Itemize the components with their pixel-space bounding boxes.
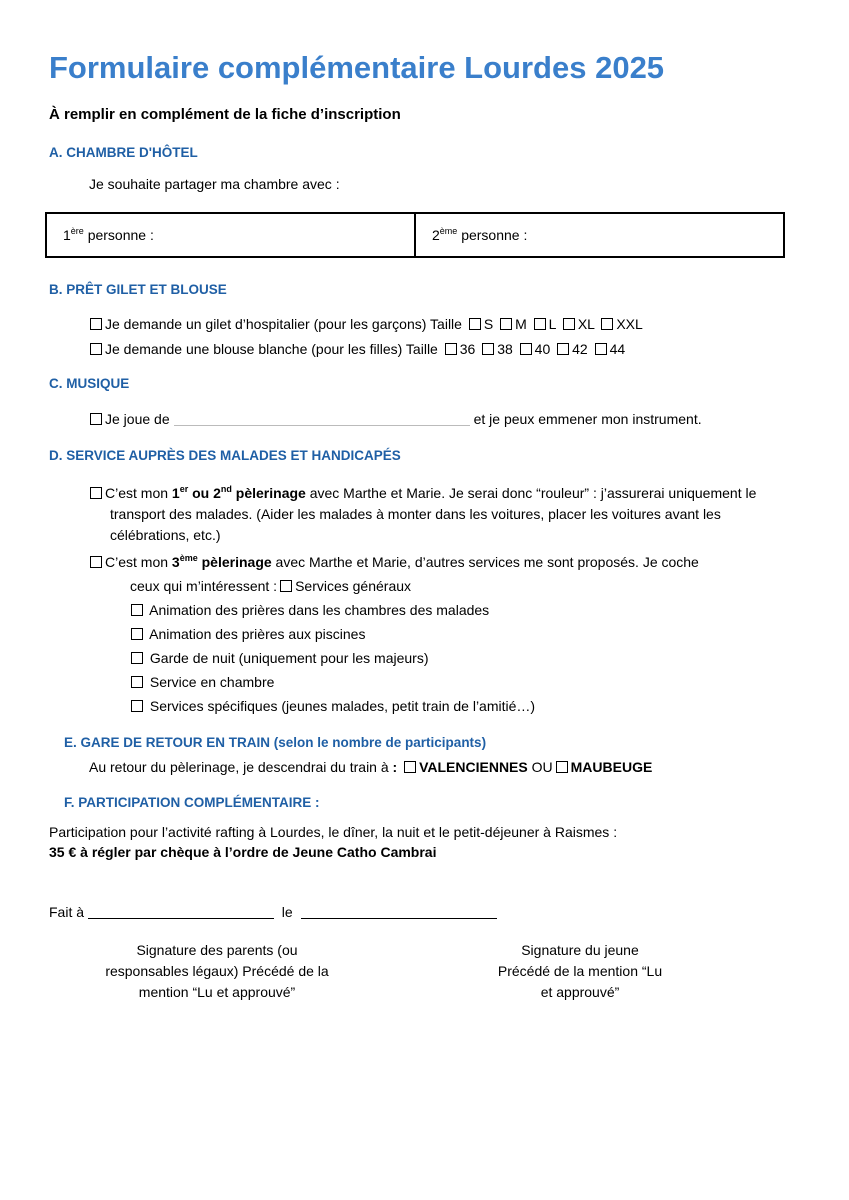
service-sub-label: Services spécifiques (jeunes malades, petit train de l’amitié…) bbox=[149, 698, 536, 714]
service-sub-label: Animation des prières aux piscines bbox=[149, 626, 366, 642]
size-36-label: 36 bbox=[459, 341, 476, 357]
service-sub-option bbox=[131, 601, 489, 619]
train-text: Au retour du pèlerinage, je descendrai du train à bbox=[89, 759, 393, 775]
size-44-checkbox[interactable] bbox=[595, 343, 607, 355]
p2-bold-2: pèlerinage bbox=[197, 554, 272, 570]
person-2-cell[interactable] bbox=[415, 213, 784, 257]
maubeuge-label: MAUBEUGE bbox=[570, 759, 653, 775]
valenciennes-checkbox[interactable] bbox=[404, 761, 416, 773]
section-d-heading: D. SERVICE AUPRÈS DES MALADES ET HANDICAPÉS bbox=[49, 448, 401, 463]
music-suffix: et je peux emmener mon instrument. bbox=[473, 411, 702, 427]
service-sub-checkbox[interactable] bbox=[131, 604, 143, 616]
p1-sup-1: er bbox=[179, 484, 189, 494]
service-sub-label: Service en chambre bbox=[149, 674, 275, 690]
parents-signature-block[interactable] bbox=[96, 940, 338, 1003]
size-44-label: 44 bbox=[609, 341, 626, 357]
size-40-checkbox[interactable] bbox=[520, 343, 532, 355]
valenciennes-label: VALENCIENNES bbox=[419, 759, 528, 775]
train-or: OU bbox=[531, 759, 553, 775]
size-36-checkbox[interactable] bbox=[445, 343, 457, 355]
blouse-label: Je demande une blouse blanche (pour les filles) Taille bbox=[105, 341, 438, 357]
section-e-heading: E. GARE DE RETOUR EN TRAIN (selon le nombre de participants) bbox=[64, 735, 487, 750]
train-colon: : bbox=[392, 759, 398, 775]
room-share-table bbox=[45, 212, 785, 258]
person-1-cell[interactable] bbox=[46, 213, 415, 257]
person-2-number: 2 bbox=[432, 227, 440, 243]
pilgrimage-3-checkbox[interactable] bbox=[90, 556, 102, 568]
size-l-label: L bbox=[548, 316, 556, 332]
person-2-label: personne : bbox=[457, 227, 528, 243]
service-sub-option bbox=[131, 625, 365, 643]
fait-a-label: Fait à bbox=[49, 904, 85, 920]
section-b-heading: B. PRÊT GILET ET BLOUSE bbox=[49, 282, 227, 297]
music-prefix: Je joue de bbox=[105, 411, 170, 427]
person-1-sup: ère bbox=[70, 226, 84, 236]
size-xxl-label: XXL bbox=[616, 316, 643, 332]
service-sub-checkbox[interactable] bbox=[131, 676, 143, 688]
youth-signature-block[interactable] bbox=[485, 940, 675, 1003]
size-s-label: S bbox=[483, 316, 494, 332]
services-generaux-label: Services généraux bbox=[295, 578, 412, 594]
p1-sup-2: nd bbox=[220, 484, 232, 494]
blouse-request-row bbox=[90, 340, 625, 358]
participation-amount: 35 € à régler par chèque à l’ordre de Jeune Catho Cambrai bbox=[49, 844, 437, 860]
subtitle: À remplir en complément de la fiche d’inscription bbox=[49, 106, 401, 123]
size-xxl-checkbox[interactable] bbox=[601, 318, 613, 330]
service-sub-label: Garde de nuit (uniquement pour les majeurs) bbox=[149, 650, 429, 666]
p2-bold-1: 3 bbox=[171, 554, 180, 570]
service-option-1-line2: transport des malades. (Aider les malades à monter dans les voitures, placer les voitures avant les bbox=[110, 506, 721, 522]
size-38-checkbox[interactable] bbox=[482, 343, 494, 355]
date-field[interactable] bbox=[301, 918, 497, 919]
section-c-heading: C. MUSIQUE bbox=[49, 376, 130, 391]
section-a-heading: A. CHAMBRE D'HÔTEL bbox=[49, 145, 198, 160]
p2-text-c: avec Marthe et Marie, d’autres services me sont proposés. Je coche bbox=[271, 554, 699, 570]
person-1-label: personne : bbox=[83, 227, 154, 243]
p1-text-c: avec Marthe et Marie. Je serai donc “rouleur” : j’assurerai uniquement le bbox=[305, 485, 757, 501]
service-option-1-line1 bbox=[90, 484, 756, 502]
pilgrimage-1-2-checkbox[interactable] bbox=[90, 487, 102, 499]
page-title: Formulaire complémentaire Lourdes 2025 bbox=[49, 50, 665, 85]
parents-signature-line: Signature des parents (ou bbox=[136, 942, 298, 958]
service-sub-checkbox[interactable] bbox=[131, 628, 143, 640]
size-m-checkbox[interactable] bbox=[500, 318, 512, 330]
p2-text-a: C’est mon bbox=[105, 554, 172, 570]
service-sub-label: Animation des prières dans les chambres des malades bbox=[149, 602, 490, 618]
service-sub-checkbox[interactable] bbox=[131, 652, 143, 664]
parents-signature-line: responsables légaux) Précédé de la bbox=[105, 963, 329, 979]
service-sub-option bbox=[131, 673, 274, 691]
music-row bbox=[90, 410, 702, 428]
services-generaux-checkbox[interactable] bbox=[280, 580, 292, 592]
p2-sup: ème bbox=[179, 553, 198, 563]
size-s-checkbox[interactable] bbox=[469, 318, 481, 330]
youth-signature-line: Signature du jeune bbox=[521, 942, 639, 958]
parents-signature-line: mention “Lu et approuvé” bbox=[138, 984, 296, 1000]
participation-text: Participation pour l’activité rafting à Lourdes, le dîner, la nuit et le petit-déjeuner à Raismes : bbox=[49, 824, 618, 840]
vest-checkbox[interactable] bbox=[90, 318, 102, 330]
place-field[interactable] bbox=[88, 918, 274, 919]
service-sub-option bbox=[131, 697, 535, 715]
person-2-sup: ème bbox=[439, 226, 458, 236]
music-checkbox[interactable] bbox=[90, 413, 102, 425]
youth-signature-line: et approuvé” bbox=[540, 984, 620, 1000]
size-40-label: 40 bbox=[534, 341, 551, 357]
p1-bold-3: pèlerinage bbox=[231, 485, 306, 501]
service-option-1-line3: célébrations, etc.) bbox=[110, 527, 221, 543]
size-l-checkbox[interactable] bbox=[534, 318, 546, 330]
p2-line2-text: ceux qui m’intéressent : bbox=[130, 578, 278, 594]
p1-bold-1: 1 bbox=[171, 485, 180, 501]
section-f-heading: F. PARTICIPATION COMPLÉMENTAIRE : bbox=[64, 795, 320, 810]
youth-signature-line: Précédé de la mention “Lu bbox=[497, 963, 663, 979]
size-38-label: 38 bbox=[497, 341, 513, 357]
size-m-label: M bbox=[515, 316, 527, 332]
room-share-intro: Je souhaite partager ma chambre avec : bbox=[89, 176, 340, 192]
blouse-checkbox[interactable] bbox=[90, 343, 102, 355]
place-date-row bbox=[49, 903, 497, 921]
train-station-row bbox=[89, 758, 652, 776]
vest-label: Je demande un gilet d’hospitalier (pour les garçons) Taille bbox=[105, 316, 462, 332]
service-option-2-line1 bbox=[90, 553, 699, 571]
instrument-field[interactable] bbox=[174, 425, 470, 426]
size-xl-label: XL bbox=[577, 316, 595, 332]
service-option-2-line2 bbox=[130, 577, 411, 595]
p1-text-a: C’est mon bbox=[105, 485, 172, 501]
p1-bold-2: ou 2 bbox=[188, 485, 221, 501]
size-42-label: 42 bbox=[572, 341, 588, 357]
vest-request-row bbox=[90, 315, 643, 333]
size-xl-checkbox[interactable] bbox=[563, 318, 575, 330]
le-label: le bbox=[281, 904, 293, 920]
service-sub-checkbox[interactable] bbox=[131, 700, 143, 712]
service-sub-option bbox=[131, 649, 428, 667]
maubeuge-checkbox[interactable] bbox=[556, 761, 568, 773]
size-42-checkbox[interactable] bbox=[557, 343, 569, 355]
person-1-number: 1 bbox=[63, 227, 71, 243]
